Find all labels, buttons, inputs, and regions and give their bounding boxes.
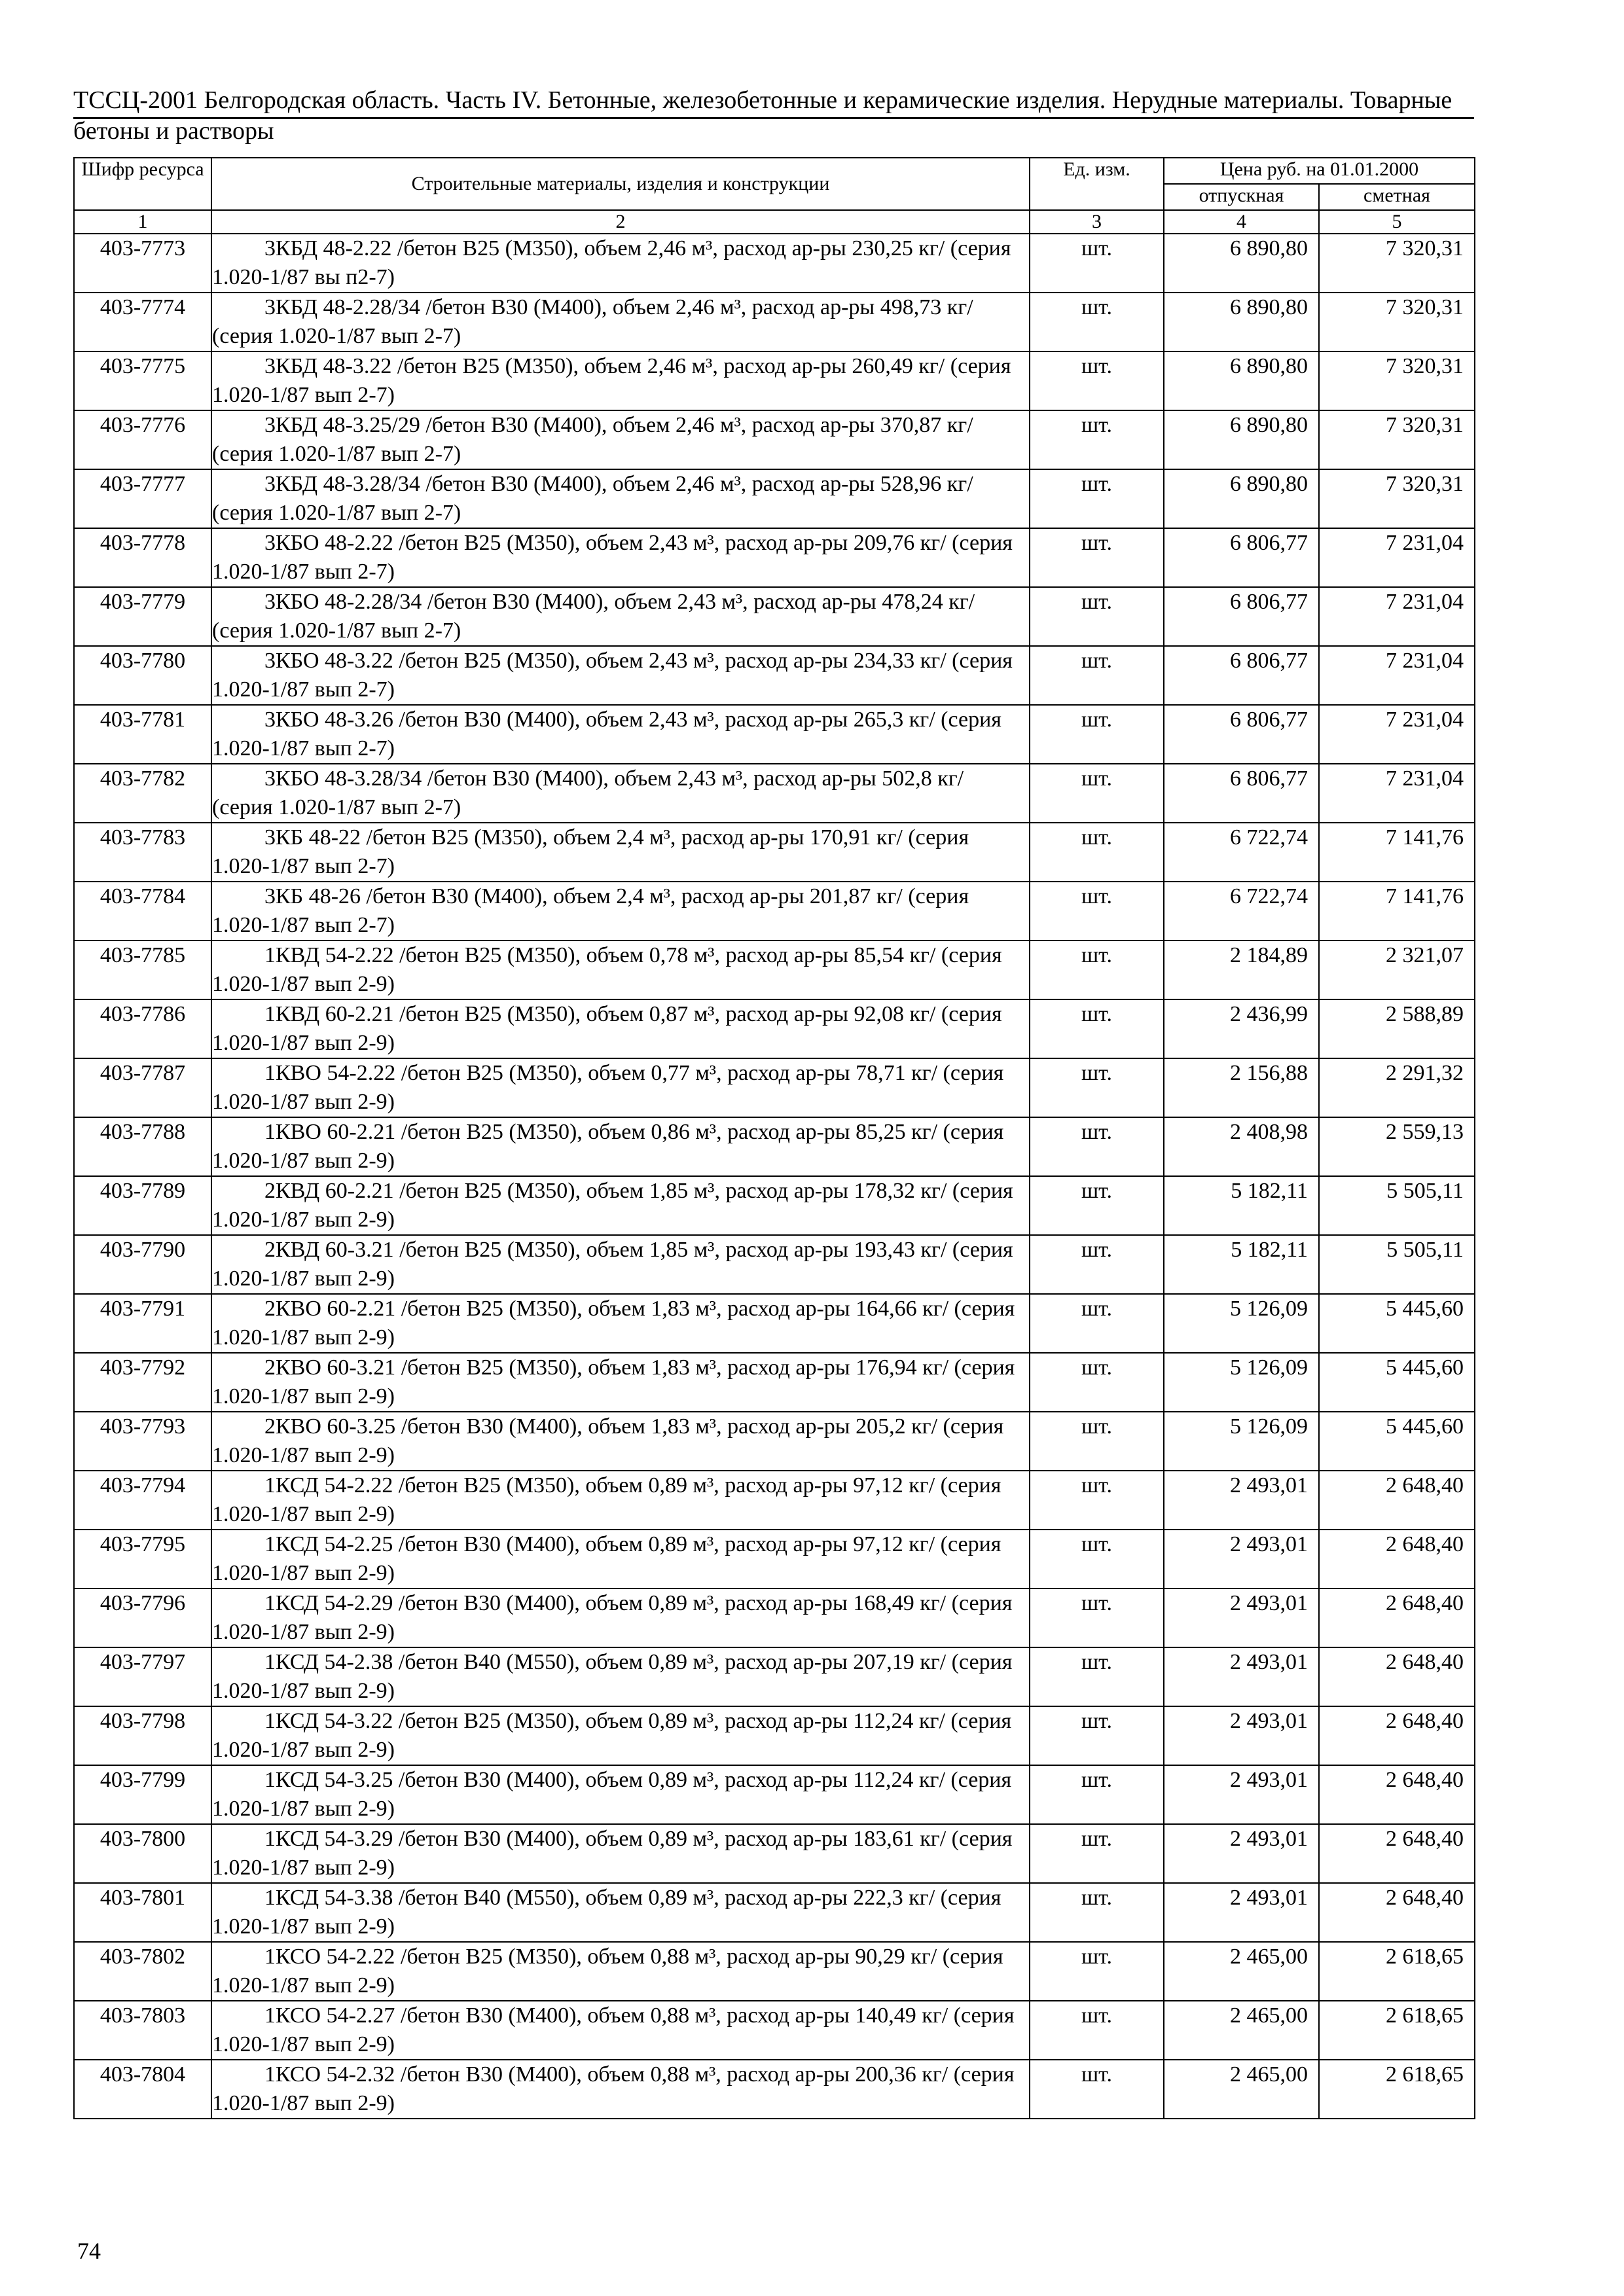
material-name-cell xyxy=(211,823,1030,882)
estimate-price-cell: 2 648,40 xyxy=(1319,1824,1475,1883)
material-name-cell xyxy=(211,1824,1030,1883)
release-price-cell: 2 408,98 xyxy=(1164,1117,1319,1176)
header-release-price: отпускная xyxy=(1164,184,1319,210)
resource-code-cell: 403-7793 xyxy=(74,1412,211,1471)
material-name-text: 1КСД 54-2.25 /бетон В30 (М400), объем 0,89 м³, расход ар-ры 97,12 кг/ (серия 1.020-1/87 вып 2-9) xyxy=(212,1532,1001,1585)
resource-code-cell: 403-7795 xyxy=(74,1530,211,1588)
resource-code-cell: 403-7794 xyxy=(74,1471,211,1530)
material-name-cell xyxy=(211,1353,1030,1412)
estimate-price-cell: 7 320,31 xyxy=(1319,234,1475,293)
release-price-cell: 2 493,01 xyxy=(1164,1588,1319,1647)
unit-cell: шт. xyxy=(1030,1647,1164,1706)
unit-cell: шт. xyxy=(1030,646,1164,705)
release-price-cell: 6 890,80 xyxy=(1164,351,1319,410)
material-name-cell xyxy=(211,293,1030,351)
material-name-cell xyxy=(211,587,1030,646)
estimate-price-cell: 2 648,40 xyxy=(1319,1765,1475,1824)
material-name-text: 1КСД 54-2.29 /бетон В30 (М400), объем 0,89 м³, расход ар-ры 168,49 кг/ (серия 1.020-1/87 вып 2-9) xyxy=(212,1591,1013,1644)
material-name-text: 1КСО 54-2.22 /бетон В25 (М350), объем 0,88 м³, расход ар-ры 90,29 кг/ (серия 1.020-1/87 вып 2-9) xyxy=(212,1945,1003,1998)
header-rule xyxy=(73,117,1474,119)
table-row xyxy=(74,1117,1475,1176)
resource-code-cell: 403-7797 xyxy=(74,1647,211,1706)
material-name-text: 1КСД 54-2.22 /бетон В25 (М350), объем 0,89 м³, расход ар-ры 97,12 кг/ (серия 1.020-1/87 вып 2-9) xyxy=(212,1473,1001,1526)
unit-cell: шт. xyxy=(1030,1824,1164,1883)
material-name-cell xyxy=(211,1176,1030,1235)
table-row xyxy=(74,293,1475,351)
table-row xyxy=(74,469,1475,528)
material-name-cell xyxy=(211,1942,1030,2001)
table-row xyxy=(74,823,1475,882)
material-name-text: 1КВД 54-2.22 /бетон В25 (М350), объем 0,78 м³, расход ар-ры 85,54 кг/ (серия 1.020-1/87 вып 2-9) xyxy=(212,943,1002,996)
header-code: Шифр ресурса xyxy=(74,158,211,210)
material-name-text: 2КВД 60-3.21 /бетон В25 (М350), объем 1,85 м³, расход ар-ры 193,43 кг/ (серия 1.020-1/87 вып 2-9) xyxy=(212,1238,1013,1291)
unit-cell: шт. xyxy=(1030,1942,1164,2001)
resource-code-cell: 403-7779 xyxy=(74,587,211,646)
resource-code-cell: 403-7776 xyxy=(74,410,211,469)
material-name-text: 1КСД 54-3.38 /бетон В40 (М550), объем 0,89 м³, расход ар-ры 222,3 кг/ (серия 1.020-1/87 вып 2-9) xyxy=(212,1886,1001,1939)
material-name-text: 1КСД 54-2.38 /бетон В40 (М550), объем 0,89 м³, расход ар-ры 207,19 кг/ (серия 1.020-1/87 вып 2-9) xyxy=(212,1650,1013,1703)
header-unit: Ед. изм. xyxy=(1030,158,1164,210)
table-row xyxy=(74,2060,1475,2119)
estimate-price-cell: 7 231,04 xyxy=(1319,705,1475,764)
unit-cell: шт. xyxy=(1030,1117,1164,1176)
resource-code-cell: 403-7799 xyxy=(74,1765,211,1824)
material-name-cell xyxy=(211,646,1030,705)
release-price-cell: 2 184,89 xyxy=(1164,941,1319,999)
material-name-text: 3КБО 48-3.22 /бетон В25 (М350), объем 2,43 м³, расход ар-ры 234,33 кг/ (серия 1.020-1/87 вып 2-7) xyxy=(212,649,1013,702)
material-name-text: 3КБД 48-3.28/34 /бетон В30 (М400), объем 2,46 м³, расход ар-ры 528,96 кг/ (серия 1.020-1/87 вып 2-7) xyxy=(212,472,973,525)
resource-code-cell: 403-7792 xyxy=(74,1353,211,1412)
resource-code-cell: 403-7796 xyxy=(74,1588,211,1647)
table-row xyxy=(74,1765,1475,1824)
release-price-cell: 5 182,11 xyxy=(1164,1176,1319,1235)
resource-code-cell: 403-7804 xyxy=(74,2060,211,2119)
resource-code-cell: 403-7784 xyxy=(74,882,211,941)
table-row xyxy=(74,1706,1475,1765)
unit-cell: шт. xyxy=(1030,941,1164,999)
unit-cell: шт. xyxy=(1030,1765,1164,1824)
material-name-cell xyxy=(211,705,1030,764)
material-name-text: 2КВО 60-3.25 /бетон В30 (М400), объем 1,83 м³, расход ар-ры 205,2 кг/ (серия 1.020-1/87 вып 2-9) xyxy=(212,1414,1004,1467)
table-row xyxy=(74,1176,1475,1235)
material-name-cell xyxy=(211,1235,1030,1294)
release-price-cell: 5 126,09 xyxy=(1164,1294,1319,1353)
unit-cell: шт. xyxy=(1030,234,1164,293)
estimate-price-cell: 7 320,31 xyxy=(1319,469,1475,528)
resource-code-cell: 403-7778 xyxy=(74,528,211,587)
material-name-cell xyxy=(211,234,1030,293)
unit-cell: шт. xyxy=(1030,823,1164,882)
resource-code-cell: 403-7800 xyxy=(74,1824,211,1883)
material-name-text: 1КСО 54-2.32 /бетон В30 (М400), объем 0,88 м³, расход ар-ры 200,36 кг/ (серия 1.020-1/87 вып 2-9) xyxy=(212,2062,1015,2115)
column-number-2: 2 xyxy=(211,210,1030,234)
estimate-price-cell: 2 291,32 xyxy=(1319,1058,1475,1117)
resource-code-cell: 403-7780 xyxy=(74,646,211,705)
estimate-price-cell: 5 445,60 xyxy=(1319,1353,1475,1412)
material-name-text: 2КВД 60-2.21 /бетон В25 (М350), объем 1,85 м³, расход ар-ры 178,32 кг/ (серия 1.020-1/87 вып 2-9) xyxy=(212,1179,1013,1232)
header-price: Цена руб. на 01.01.2000 xyxy=(1164,158,1475,184)
table-row xyxy=(74,587,1475,646)
estimate-price-cell: 7 141,76 xyxy=(1319,882,1475,941)
material-name-cell xyxy=(211,1706,1030,1765)
material-name-cell xyxy=(211,410,1030,469)
estimate-price-cell: 5 445,60 xyxy=(1319,1412,1475,1471)
material-name-text: 1КВО 54-2.22 /бетон В25 (М350), объем 0,77 м³, расход ар-ры 78,71 кг/ (серия 1.020-1/87 вып 2-9) xyxy=(212,1061,1004,1114)
table-row xyxy=(74,410,1475,469)
estimate-price-cell: 7 320,31 xyxy=(1319,351,1475,410)
material-name-cell xyxy=(211,1647,1030,1706)
header-name: Строительные материалы, изделия и конструкции xyxy=(211,158,1030,210)
unit-cell: шт. xyxy=(1030,1235,1164,1294)
material-name-text: 3КБД 48-2.22 /бетон В25 (М350), объем 2,46 м³, расход ар-ры 230,25 кг/ (серия 1.020-1/87 вы п2-7) xyxy=(212,236,1011,289)
material-name-text: 3КБД 48-2.28/34 /бетон В30 (М400), объем 2,46 м³, расход ар-ры 498,73 кг/ (серия 1.020-1/87 вып 2-7) xyxy=(212,295,973,348)
table-row xyxy=(74,882,1475,941)
resource-code-cell: 403-7802 xyxy=(74,1942,211,2001)
release-price-cell: 2 493,01 xyxy=(1164,1471,1319,1530)
material-name-cell xyxy=(211,1294,1030,1353)
table-header xyxy=(74,158,1475,234)
unit-cell: шт. xyxy=(1030,1471,1164,1530)
unit-cell: шт. xyxy=(1030,1353,1164,1412)
material-name-cell xyxy=(211,1765,1030,1824)
estimate-price-cell: 7 320,31 xyxy=(1319,410,1475,469)
table-row xyxy=(74,2001,1475,2060)
material-name-cell xyxy=(211,1058,1030,1117)
unit-cell: шт. xyxy=(1030,764,1164,823)
estimate-price-cell: 2 618,65 xyxy=(1319,2001,1475,2060)
material-name-cell xyxy=(211,351,1030,410)
header-estimate-price: сметная xyxy=(1319,184,1475,210)
material-name-text: 3КБ 48-22 /бетон В25 (М350), объем 2,4 м³, расход ар-ры 170,91 кг/ (серия 1.020-1/87 вып 2-7) xyxy=(212,825,969,878)
material-name-text: 3КБД 48-3.22 /бетон В25 (М350), объем 2,46 м³, расход ар-ры 260,49 кг/ (серия 1.020-1/87 вып 2-7) xyxy=(212,354,1011,407)
release-price-cell: 6 722,74 xyxy=(1164,882,1319,941)
release-price-cell: 2 156,88 xyxy=(1164,1058,1319,1117)
material-name-cell xyxy=(211,1530,1030,1588)
estimate-price-cell: 2 648,40 xyxy=(1319,1471,1475,1530)
release-price-cell: 2 493,01 xyxy=(1164,1647,1319,1706)
table-row xyxy=(74,941,1475,999)
table-row xyxy=(74,1353,1475,1412)
unit-cell: шт. xyxy=(1030,351,1164,410)
table-row xyxy=(74,1883,1475,1942)
release-price-cell: 2 493,01 xyxy=(1164,1706,1319,1765)
unit-cell: шт. xyxy=(1030,1530,1164,1588)
release-price-cell: 2 493,01 xyxy=(1164,1765,1319,1824)
material-name-text: 1КСД 54-3.29 /бетон В30 (М400), объем 0,89 м³, расход ар-ры 183,61 кг/ (серия 1.020-1/87 вып 2-9) xyxy=(212,1827,1013,1880)
estimate-price-cell: 7 231,04 xyxy=(1319,764,1475,823)
column-number-5: 5 xyxy=(1319,210,1475,234)
material-name-text: 3КБ 48-26 /бетон В30 (М400), объем 2,4 м³, расход ар-ры 201,87 кг/ (серия 1.020-1/87 вып 2-7) xyxy=(212,884,969,937)
table-row xyxy=(74,1647,1475,1706)
release-price-cell: 6 806,77 xyxy=(1164,705,1319,764)
material-name-text: 1КСО 54-2.27 /бетон В30 (М400), объем 0,88 м³, расход ар-ры 140,49 кг/ (серия 1.020-1/87 вып 2-9) xyxy=(212,2003,1015,2056)
resource-code-cell: 403-7790 xyxy=(74,1235,211,1294)
resource-code-cell: 403-7798 xyxy=(74,1706,211,1765)
release-price-cell: 2 493,01 xyxy=(1164,1824,1319,1883)
column-number-1: 1 xyxy=(74,210,211,234)
resource-code-cell: 403-7801 xyxy=(74,1883,211,1942)
table-row xyxy=(74,1294,1475,1353)
release-price-cell: 6 806,77 xyxy=(1164,587,1319,646)
estimate-price-cell: 2 648,40 xyxy=(1319,1883,1475,1942)
estimate-price-cell: 5 445,60 xyxy=(1319,1294,1475,1353)
unit-cell: шт. xyxy=(1030,882,1164,941)
release-price-cell: 2 465,00 xyxy=(1164,1942,1319,2001)
estimate-price-cell: 5 505,11 xyxy=(1319,1176,1475,1235)
estimate-price-cell: 7 231,04 xyxy=(1319,528,1475,587)
release-price-cell: 6 806,77 xyxy=(1164,646,1319,705)
table-row xyxy=(74,646,1475,705)
release-price-cell: 5 126,09 xyxy=(1164,1353,1319,1412)
material-name-text: 2КВО 60-2.21 /бетон В25 (М350), объем 1,83 м³, расход ар-ры 164,66 кг/ (серия 1.020-1/87 вып 2-9) xyxy=(212,1297,1015,1350)
table-row xyxy=(74,1588,1475,1647)
unit-cell: шт. xyxy=(1030,1883,1164,1942)
estimate-price-cell: 2 648,40 xyxy=(1319,1530,1475,1588)
estimate-price-cell: 7 231,04 xyxy=(1319,587,1475,646)
estimate-price-cell: 2 618,65 xyxy=(1319,1942,1475,2001)
resource-code-cell: 403-7791 xyxy=(74,1294,211,1353)
material-name-cell xyxy=(211,1412,1030,1471)
table-row xyxy=(74,1235,1475,1294)
resource-code-cell: 403-7783 xyxy=(74,823,211,882)
resource-code-cell: 403-7781 xyxy=(74,705,211,764)
material-name-cell xyxy=(211,882,1030,941)
release-price-cell: 6 722,74 xyxy=(1164,823,1319,882)
unit-cell: шт. xyxy=(1030,1412,1164,1471)
page-number: 74 xyxy=(77,2238,101,2264)
column-number-4: 4 xyxy=(1164,210,1319,234)
material-name-text: 2КВО 60-3.21 /бетон В25 (М350), объем 1,83 м³, расход ар-ры 176,94 кг/ (серия 1.020-1/87 вып 2-9) xyxy=(212,1355,1015,1408)
estimate-price-cell: 7 320,31 xyxy=(1319,293,1475,351)
table-row xyxy=(74,1942,1475,2001)
material-name-text: 3КБД 48-3.25/29 /бетон В30 (М400), объем 2,46 м³, расход ар-ры 370,87 кг/ (серия 1.020-1/87 вып 2-7) xyxy=(212,413,973,466)
release-price-cell: 6 806,77 xyxy=(1164,764,1319,823)
release-price-cell: 6 890,80 xyxy=(1164,293,1319,351)
table-body xyxy=(74,234,1475,2119)
table-row xyxy=(74,705,1475,764)
price-table xyxy=(73,157,1475,2119)
resource-code-cell: 403-7788 xyxy=(74,1117,211,1176)
unit-cell: шт. xyxy=(1030,469,1164,528)
table-row xyxy=(74,1530,1475,1588)
material-name-cell xyxy=(211,1117,1030,1176)
table-row xyxy=(74,351,1475,410)
material-name-cell xyxy=(211,941,1030,999)
material-name-text: 1КСД 54-3.22 /бетон В25 (М350), объем 0,89 м³, расход ар-ры 112,24 кг/ (серия 1.020-1/87 вып 2-9) xyxy=(212,1709,1012,1762)
table-row xyxy=(74,1471,1475,1530)
estimate-price-cell: 2 559,13 xyxy=(1319,1117,1475,1176)
resource-code-cell: 403-7789 xyxy=(74,1176,211,1235)
estimate-price-cell: 2 648,40 xyxy=(1319,1588,1475,1647)
table-row xyxy=(74,999,1475,1058)
unit-cell: шт. xyxy=(1030,293,1164,351)
unit-cell: шт. xyxy=(1030,1176,1164,1235)
material-name-text: 1КСД 54-3.25 /бетон В30 (М400), объем 0,89 м³, расход ар-ры 112,24 кг/ (серия 1.020-1/87 вып 2-9) xyxy=(212,1768,1012,1821)
material-name-text: 3КБО 48-2.28/34 /бетон В30 (М400), объем 2,43 м³, расход ар-ры 478,24 кг/ (серия 1.020-1/87 вып 2-7) xyxy=(212,590,975,643)
release-price-cell: 6 890,80 xyxy=(1164,469,1319,528)
release-price-cell: 2 493,01 xyxy=(1164,1883,1319,1942)
estimate-price-cell: 5 505,11 xyxy=(1319,1235,1475,1294)
material-name-cell xyxy=(211,1471,1030,1530)
release-price-cell: 6 890,80 xyxy=(1164,410,1319,469)
estimate-price-cell: 2 588,89 xyxy=(1319,999,1475,1058)
material-name-text: 3КБО 48-3.28/34 /бетон В30 (М400), объем 2,43 м³, расход ар-ры 502,8 кг/ (серия 1.020-1/87 вып 2-7) xyxy=(212,766,964,819)
table-row xyxy=(74,528,1475,587)
column-number-3: 3 xyxy=(1030,210,1164,234)
unit-cell: шт. xyxy=(1030,2001,1164,2060)
unit-cell: шт. xyxy=(1030,999,1164,1058)
resource-code-cell: 403-7773 xyxy=(74,234,211,293)
material-name-text: 3КБО 48-2.22 /бетон В25 (М350), объем 2,43 м³, расход ар-ры 209,76 кг/ (серия 1.020-1/87 вып 2-7) xyxy=(212,531,1013,584)
unit-cell: шт. xyxy=(1030,705,1164,764)
material-name-cell xyxy=(211,1883,1030,1942)
material-name-text: 1КВО 60-2.21 /бетон В25 (М350), объем 0,86 м³, расход ар-ры 85,25 кг/ (серия 1.020-1/87 вып 2-9) xyxy=(212,1120,1004,1173)
table-row xyxy=(74,1824,1475,1883)
unit-cell: шт. xyxy=(1030,1706,1164,1765)
table-row xyxy=(74,1412,1475,1471)
release-price-cell: 2 436,99 xyxy=(1164,999,1319,1058)
unit-cell: шт. xyxy=(1030,528,1164,587)
material-name-cell xyxy=(211,2060,1030,2119)
release-price-cell: 6 890,80 xyxy=(1164,234,1319,293)
release-price-cell: 5 126,09 xyxy=(1164,1412,1319,1471)
table-row xyxy=(74,234,1475,293)
table-row xyxy=(74,1058,1475,1117)
material-name-cell xyxy=(211,528,1030,587)
unit-cell: шт. xyxy=(1030,1294,1164,1353)
unit-cell: шт. xyxy=(1030,410,1164,469)
resource-code-cell: 403-7775 xyxy=(74,351,211,410)
material-name-cell xyxy=(211,469,1030,528)
estimate-price-cell: 7 141,76 xyxy=(1319,823,1475,882)
unit-cell: шт. xyxy=(1030,1588,1164,1647)
material-name-cell xyxy=(211,764,1030,823)
unit-cell: шт. xyxy=(1030,587,1164,646)
resource-code-cell: 403-7777 xyxy=(74,469,211,528)
unit-cell: шт. xyxy=(1030,1058,1164,1117)
resource-code-cell: 403-7785 xyxy=(74,941,211,999)
release-price-cell: 2 465,00 xyxy=(1164,2001,1319,2060)
material-name-text: 3КБО 48-3.26 /бетон В30 (М400), объем 2,43 м³, расход ар-ры 265,3 кг/ (серия 1.020-1/87 вып 2-7) xyxy=(212,708,1001,761)
resource-code-cell: 403-7782 xyxy=(74,764,211,823)
page-header-title: ТССЦ-2001 Белгородская область. Часть IV. Бетонные, железобетонные и керамические изделия. Нерудные материалы. Товарные бетоны и растворы xyxy=(73,86,1453,145)
resource-code-cell: 403-7786 xyxy=(74,999,211,1058)
estimate-price-cell: 2 321,07 xyxy=(1319,941,1475,999)
table-row xyxy=(74,764,1475,823)
release-price-cell: 2 465,00 xyxy=(1164,2060,1319,2119)
unit-cell: шт. xyxy=(1030,2060,1164,2119)
material-name-cell xyxy=(211,2001,1030,2060)
resource-code-cell: 403-7774 xyxy=(74,293,211,351)
material-name-cell xyxy=(211,1588,1030,1647)
estimate-price-cell: 7 231,04 xyxy=(1319,646,1475,705)
material-name-cell xyxy=(211,999,1030,1058)
release-price-cell: 6 806,77 xyxy=(1164,528,1319,587)
release-price-cell: 2 493,01 xyxy=(1164,1530,1319,1588)
release-price-cell: 5 182,11 xyxy=(1164,1235,1319,1294)
resource-code-cell: 403-7787 xyxy=(74,1058,211,1117)
estimate-price-cell: 2 648,40 xyxy=(1319,1647,1475,1706)
resource-code-cell: 403-7803 xyxy=(74,2001,211,2060)
estimate-price-cell: 2 618,65 xyxy=(1319,2060,1475,2119)
estimate-price-cell: 2 648,40 xyxy=(1319,1706,1475,1765)
material-name-text: 1КВД 60-2.21 /бетон В25 (М350), объем 0,87 м³, расход ар-ры 92,08 кг/ (серия 1.020-1/87 вып 2-9) xyxy=(212,1002,1002,1055)
